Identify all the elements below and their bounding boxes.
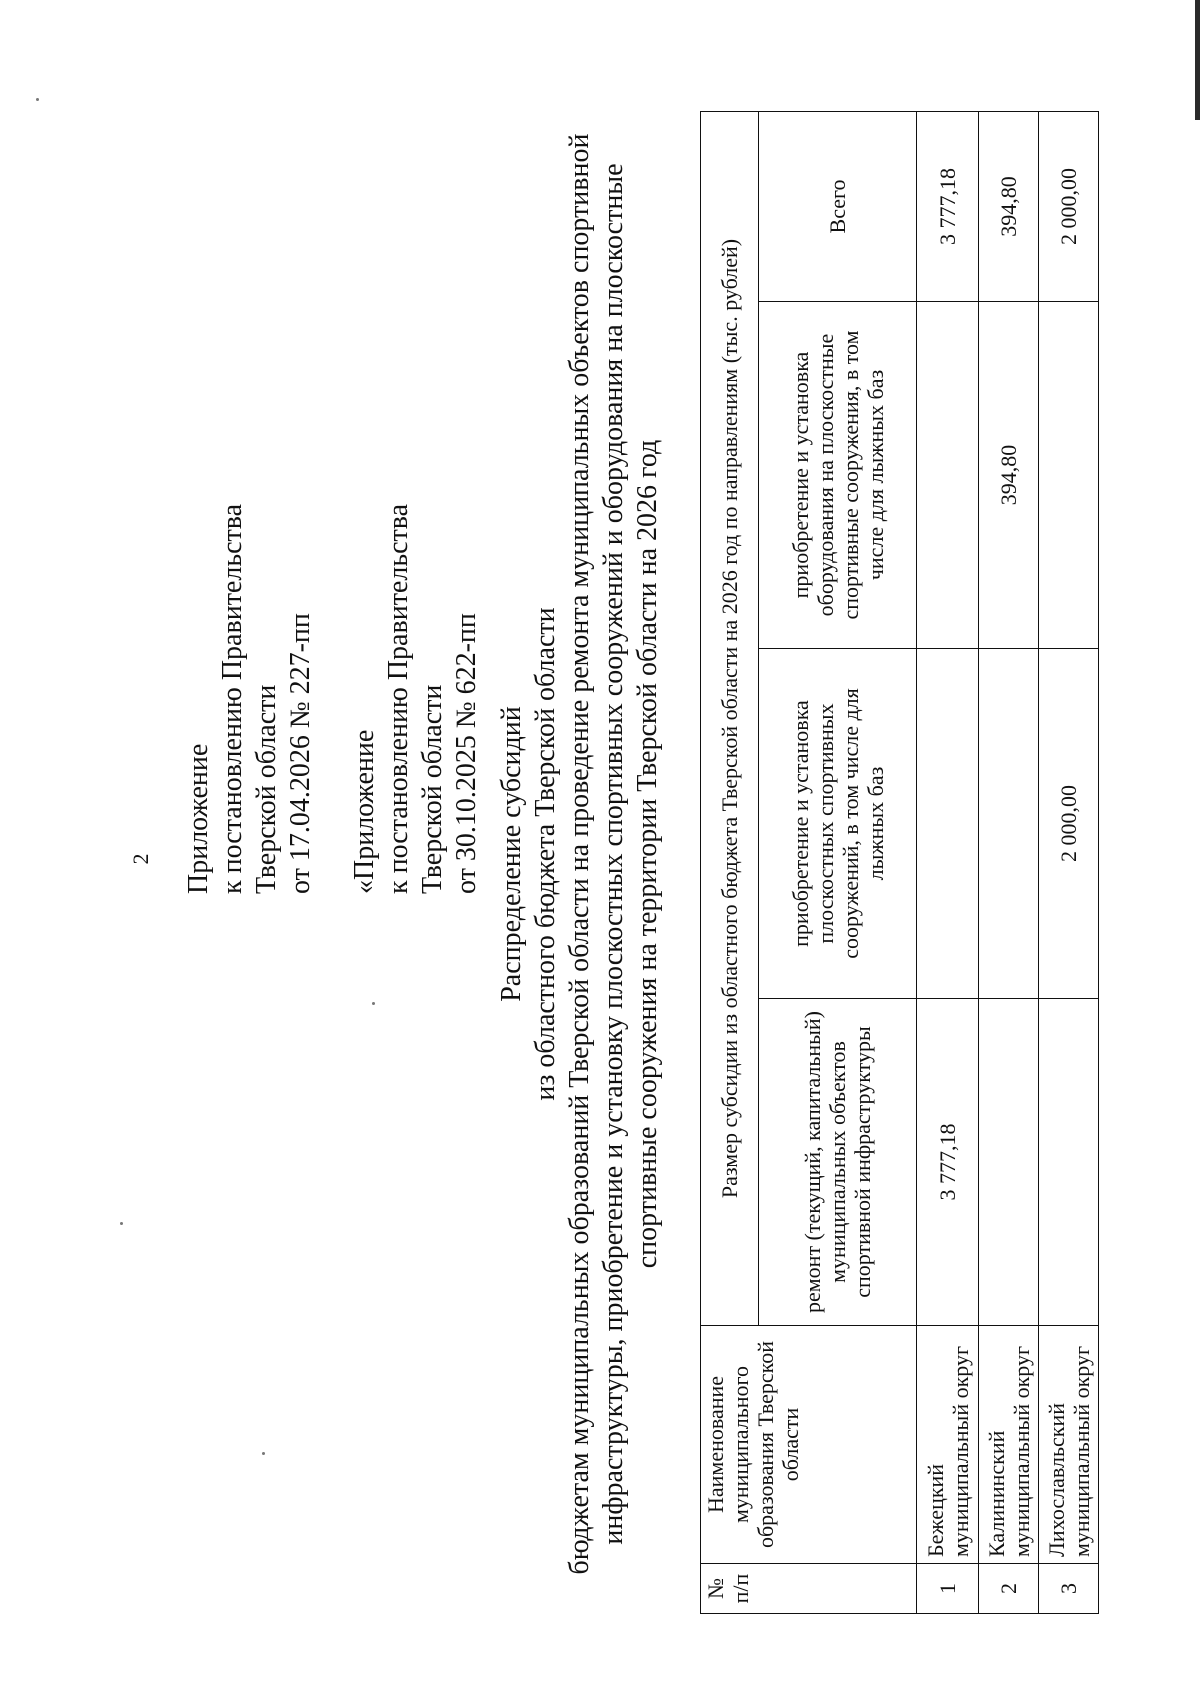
header-group: Размер субсидии из областного бюджета Тверской области на 2026 год по направлениям (тыс. рублей)	[701, 111, 759, 1325]
row-equipment	[917, 302, 979, 649]
row-repair: 3 777,18	[917, 999, 979, 1326]
row-install	[979, 649, 1039, 999]
table-header-row	[701, 111, 759, 1613]
appendix-line: к постановлению Правительства	[383, 503, 414, 894]
header-equipment: приобретение и установка оборудования на плоскостные спортивные сооружения, в том числе для лыжных баз	[759, 302, 917, 649]
appendix-line: Тверской области	[251, 684, 282, 894]
page-number: 2	[128, 853, 153, 865]
title-line: инфраструктуры, приобретение и установку плоскостных спортивных сооружений и оборудования на плоскостные	[598, 163, 629, 1545]
title-line: из областного бюджета Тверской области	[530, 607, 561, 1101]
subsidy-table	[700, 111, 1099, 1614]
title-line: Распределение субсидий	[496, 706, 527, 1002]
row-repair	[979, 999, 1039, 1326]
row-num: 2	[979, 1564, 1039, 1614]
row-num: 1	[917, 1564, 979, 1614]
row-equipment	[1039, 302, 1099, 649]
appendix-line: от 17.04.2026 № 227-пп	[285, 613, 316, 894]
row-total: 2 000,00	[1039, 111, 1099, 301]
appendix-line: от 30.10.2025 № 622-пп	[451, 613, 482, 894]
appendix-line: Приложение	[183, 743, 214, 894]
row-install: 2 000,00	[1039, 649, 1099, 999]
row-repair	[1039, 999, 1099, 1326]
header-total: Всего	[759, 111, 917, 301]
appendix-line: Тверской области	[417, 684, 448, 894]
row-total: 394,80	[979, 111, 1039, 301]
appendix-block-old	[348, 504, 484, 894]
row-name: Калининский муниципальный округ	[979, 1326, 1039, 1564]
title-line: бюджетам муниципальных образований Тверской области на проведение ремонта муниципальных объектов спортивной	[564, 133, 595, 1575]
header-name: Наименование муниципального образования Тверской области	[701, 1326, 917, 1564]
row-install	[917, 649, 979, 999]
row-name: Лихославльский муниципальный округ	[1039, 1326, 1099, 1564]
header-repair: ремонт (текущий, капитальный) муниципальных объектов спортивной инфраструктуры	[759, 999, 917, 1326]
table-row	[1039, 111, 1099, 1613]
header-install: приобретение и установка плоскостных спортивных сооружений, в том числе для лыжных баз	[759, 649, 917, 999]
appendix-block-new	[182, 504, 318, 894]
appendix-line: к постановлению Правительства	[217, 503, 248, 894]
document-title	[495, 124, 665, 1584]
table-row	[979, 111, 1039, 1613]
title-line: спортивные сооружения на территории Тверской области на 2026 год	[632, 439, 663, 1269]
table-row	[917, 111, 979, 1613]
row-num: 3	[1039, 1564, 1099, 1614]
row-name: Бежецкий муниципальный округ	[917, 1326, 979, 1564]
row-equipment: 394,80	[979, 302, 1039, 649]
appendix-line: «Приложение	[349, 729, 380, 894]
header-num: № п/п	[701, 1564, 917, 1614]
row-total: 3 777,18	[917, 111, 979, 301]
